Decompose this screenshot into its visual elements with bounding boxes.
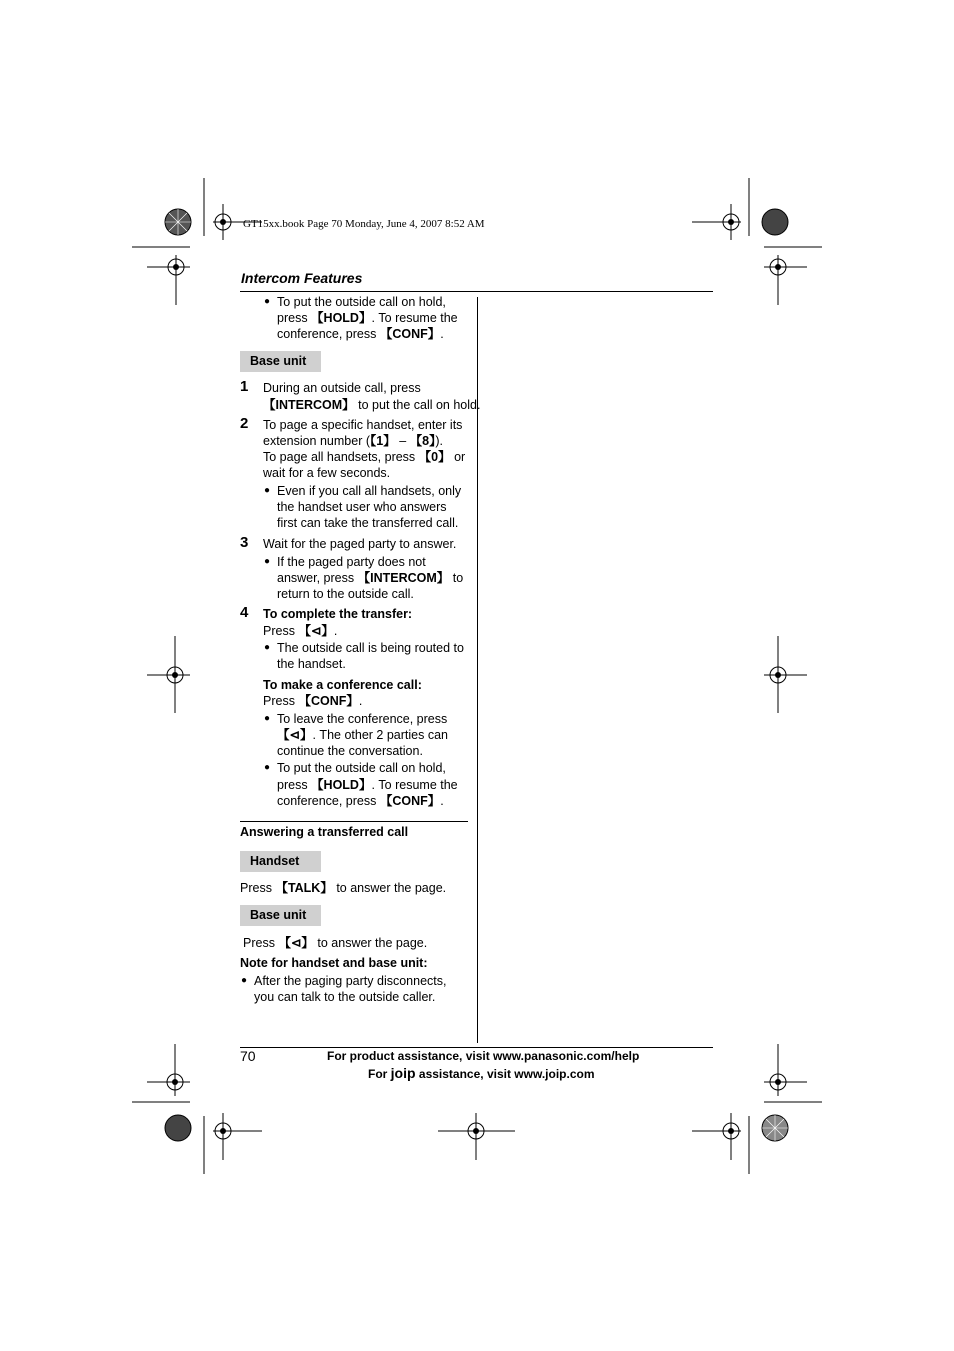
bullet-icon: ● <box>264 556 271 567</box>
step-3-bullet-line-1: If the paged party does not <box>277 555 426 569</box>
step-4-bullet-line-1: The outside call is being routed to <box>277 641 464 655</box>
section-title: Intercom Features <box>241 270 363 286</box>
step-3-bullet-line-3: return to the outside call. <box>277 587 414 601</box>
step-number-2: 2 <box>240 415 249 432</box>
step-number-3: 3 <box>240 534 249 551</box>
joip-logo: joip <box>390 1065 416 1081</box>
step-2-line-1: To page a specific handset, enter its <box>263 418 463 432</box>
conference-heading: To make a conference call: <box>263 678 422 692</box>
base-unit-label-2: Base unit <box>240 905 321 926</box>
footer-line-2: For joip assistance, visit www.joip.com <box>368 1065 595 1081</box>
step-4-press: Press 【⊲】. <box>263 624 338 638</box>
page-number: 70 <box>240 1048 256 1064</box>
step-1-line-2: 【INTERCOM】 to put the call on hold. <box>263 398 481 412</box>
conf-bullet-1-line-3: continue the conversation. <box>277 744 423 758</box>
bullet-icon: ● <box>264 642 271 653</box>
note-heading: Note for handset and base unit: <box>240 956 428 970</box>
conference-press: Press 【CONF】. <box>263 694 363 708</box>
step-2-bullet-line-3: first can take the transferred call. <box>277 516 459 530</box>
note-line-2: you can talk to the outside caller. <box>254 990 436 1004</box>
speaker-key-icon: 【⊲】 <box>277 728 313 742</box>
step-2-bullet-line-1: Even if you call all handsets, only <box>277 484 462 498</box>
bullet-icon: ● <box>264 296 271 307</box>
step-3-line-1: Wait for the paged party to answer. <box>263 537 457 551</box>
step-2-bullet-line-2: the handset user who answers <box>277 500 447 514</box>
note-line-1: After the paging party disconnects, <box>254 974 447 988</box>
step-4-bullet-line-2: the handset. <box>277 657 346 671</box>
conf-bullet-1-line-2: 【⊲】. The other 2 parties can <box>277 728 448 742</box>
section-divider <box>240 821 468 822</box>
conf-key: 【CONF】 <box>379 327 441 341</box>
bullet-icon: ● <box>241 975 248 986</box>
top-bullet-line-3: conference, press 【CONF】. <box>277 327 444 341</box>
step-number-4: 4 <box>240 604 249 621</box>
conf-bullet-1-line-1: To leave the conference, press <box>277 712 448 726</box>
base-unit-label: Base unit <box>240 351 321 372</box>
base-instruction: Press 【⊲】 to answer the page. <box>243 936 428 950</box>
header-rule <box>240 291 713 292</box>
handset-label: Handset <box>240 851 321 872</box>
bullet-icon: ● <box>264 485 271 496</box>
step-4-heading: To complete the transfer: <box>263 607 413 621</box>
talk-key: 【TALK】 <box>275 881 333 895</box>
hold-key: 【HOLD】 <box>311 311 372 325</box>
bullet-icon: ● <box>264 713 271 724</box>
conf-bullet-2-line-1: To put the outside call on hold, <box>277 761 446 775</box>
step-2-line-2: extension number (【1】 – 【8】). <box>263 434 443 448</box>
conf-bullet-2-line-2: press 【HOLD】. To resume the <box>277 778 458 792</box>
speaker-key-icon: 【⊲】 <box>278 936 314 950</box>
step-1-line-1: During an outside call, press <box>263 381 421 395</box>
print-header: GT15xx.book Page 70 Monday, June 4, 2007 8:52 AM <box>243 218 485 230</box>
footer-line-1: For product assistance, visit www.panasonic.com/help <box>327 1049 640 1063</box>
intercom-key: 【INTERCOM】 <box>263 398 355 412</box>
speaker-key-icon: 【⊲】 <box>298 624 334 638</box>
handset-instruction: Press 【TALK】 to answer the page. <box>240 881 447 895</box>
conf-bullet-2-line-3: conference, press 【CONF】. <box>277 794 444 808</box>
step-3-bullet-line-2: answer, press 【INTERCOM】 to <box>277 571 464 585</box>
step-2-line-3: To page all handsets, press 【0】 or <box>263 450 466 464</box>
step-number-1: 1 <box>240 378 249 395</box>
step-2-line-4: wait for a few seconds. <box>263 466 391 480</box>
answering-heading: Answering a transferred call <box>240 825 409 839</box>
top-bullet-line-2: press 【HOLD】. To resume the <box>277 311 458 325</box>
footer-rule <box>240 1047 713 1048</box>
top-bullet-line-1: To put the outside call on hold, <box>277 295 446 309</box>
bullet-icon: ● <box>264 762 271 773</box>
